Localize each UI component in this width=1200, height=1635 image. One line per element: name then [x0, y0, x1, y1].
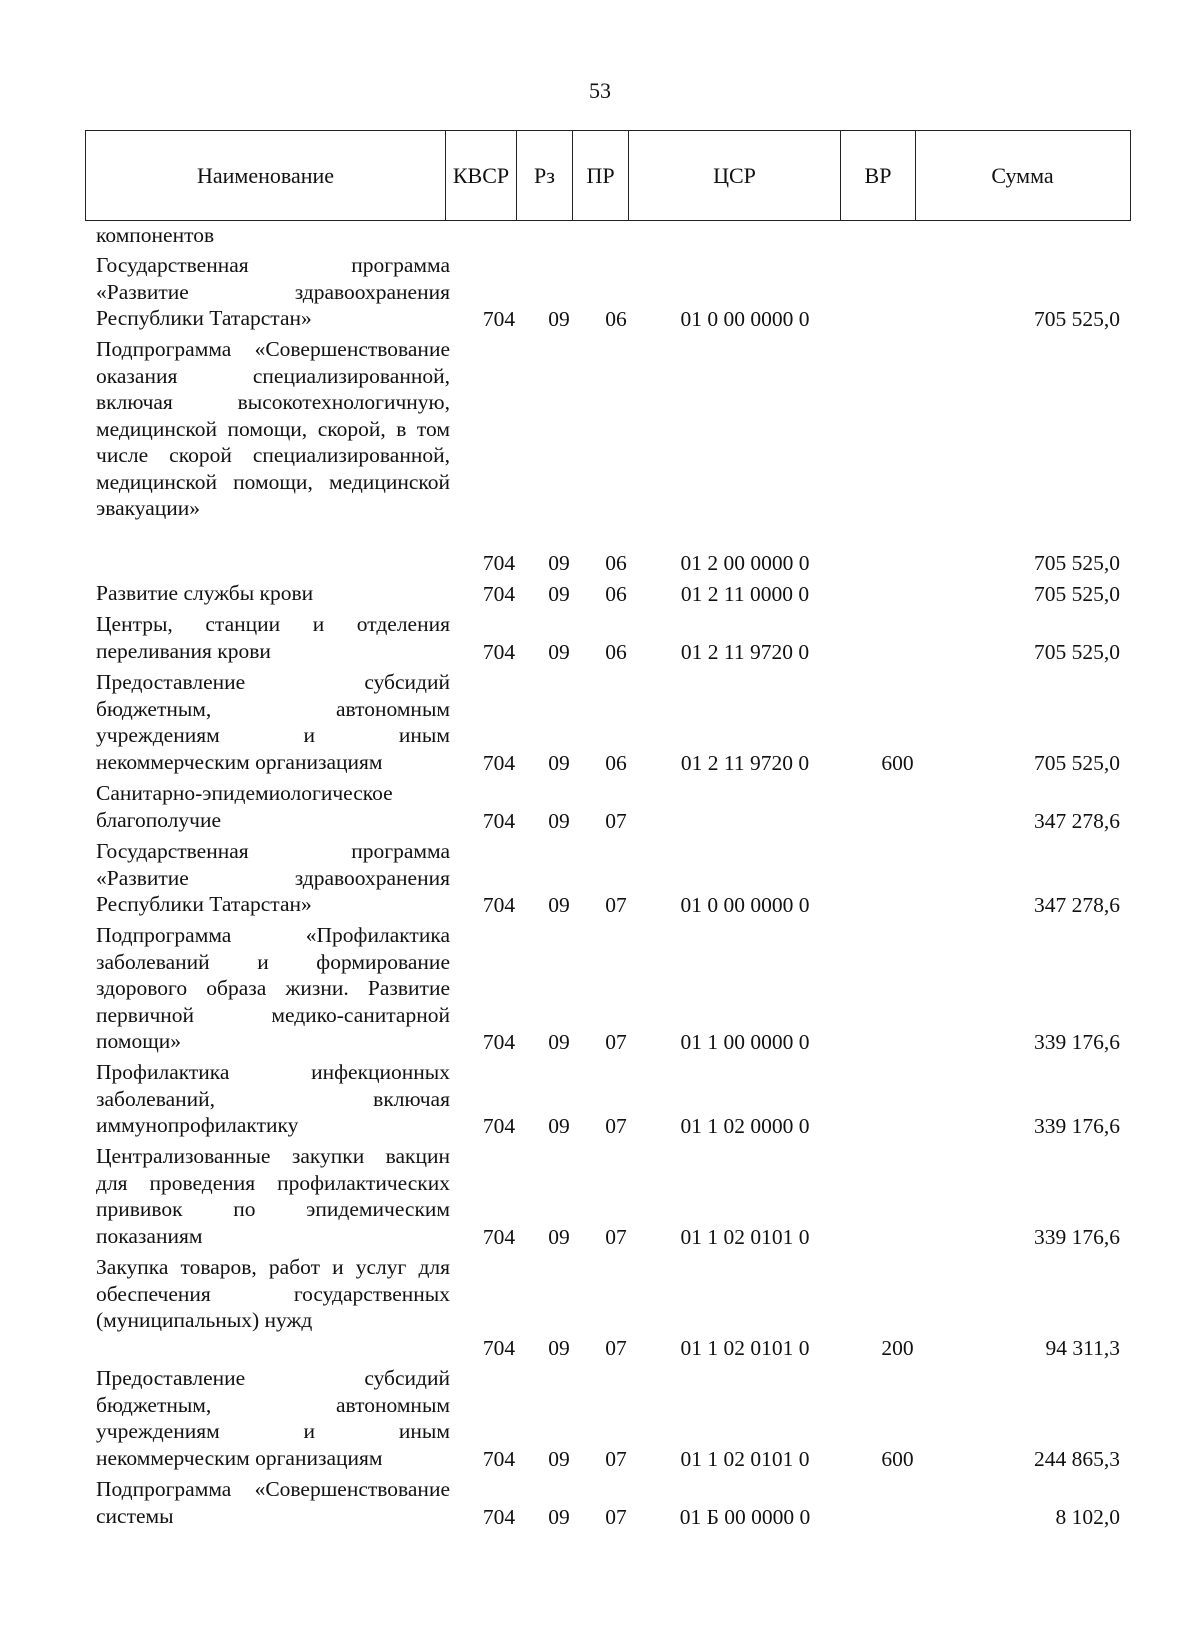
row-name: Развитие службы крови	[96, 581, 314, 605]
column-header-pr: ПР	[573, 131, 629, 220]
row-rz: 09	[548, 1224, 570, 1249]
row-kvsr: 704	[482, 750, 516, 775]
row-kvsr: 704	[482, 892, 516, 917]
row-rz: 09	[548, 1335, 570, 1360]
row-kvsr: 704	[482, 306, 516, 331]
row-vr: 600	[881, 750, 914, 775]
row-rz: 09	[548, 581, 570, 606]
row-kvsr: 704	[482, 1335, 516, 1360]
table-header	[85, 130, 1131, 221]
table-row	[0, 611, 1200, 665]
row-rz: 09	[548, 750, 570, 775]
row-kvsr: 704	[482, 581, 516, 606]
table-row	[0, 1476, 1200, 1530]
row-sum: 705 525,0	[1034, 550, 1120, 575]
row-name: Профилактика инфекционных заболеваний, включая иммунопрофилактику	[96, 1060, 450, 1137]
row-rz: 09	[548, 306, 570, 331]
row-rz: 09	[548, 1504, 570, 1529]
table-row	[0, 1365, 1200, 1472]
row-name: Санитарно-эпидемиологическое благополучие	[96, 781, 393, 832]
row-name: Государственная программа «Развитие здравоохранения Республики Татарстан»	[96, 839, 450, 916]
row-pr: 06	[605, 750, 627, 775]
row-pr: 06	[605, 550, 627, 575]
row-csr: 01 0 00 0000 0	[680, 892, 810, 917]
row-sum: 705 525,0	[1034, 581, 1120, 606]
row-pr: 06	[605, 639, 627, 664]
row-csr: 01 0 00 0000 0	[680, 306, 810, 331]
row-csr: 01 2 11 9720 0	[680, 750, 810, 775]
row-csr: 01 2 11 0000 0	[680, 581, 810, 606]
row-csr: 01 1 02 0101 0	[680, 1335, 810, 1360]
row-pr: 07	[605, 1446, 627, 1471]
page-number: 53	[589, 78, 611, 103]
row-csr: 01 2 11 9720 0	[680, 639, 810, 664]
row-vr: 600	[881, 1446, 914, 1471]
row-kvsr: 704	[482, 1504, 516, 1529]
row-rz: 09	[548, 550, 570, 575]
row-csr: 01 Б 00 0000 0	[679, 1504, 811, 1529]
row-rz: 09	[548, 1446, 570, 1471]
column-header-sum: Сумма	[991, 162, 1054, 188]
row-kvsr: 704	[482, 550, 516, 575]
row-sum: 244 865,3	[1034, 1446, 1120, 1471]
row-name: Централизованные закупки вакцин для проведения профилактических прививок по эпидемическим показаниям	[96, 1144, 450, 1248]
table-row	[0, 252, 1200, 332]
table-row	[0, 580, 1200, 607]
row-name: Предоставление субсидий бюджетным, автономным учреждениям и иным некоммерческим организациям	[96, 1366, 450, 1470]
table-row	[0, 922, 1200, 1055]
row-kvsr: 704	[482, 639, 516, 664]
row-sum: 705 525,0	[1034, 639, 1120, 664]
row-pr: 07	[605, 1113, 627, 1138]
column-header-rz: Рз	[517, 131, 573, 220]
row-name: Подпрограмма «Профилактика заболеваний и формирование здорового образа жизни. Развитие первичной медико-санитарной помощи»	[96, 923, 450, 1053]
row-sum: 705 525,0	[1034, 750, 1120, 775]
row-name: Центры, станции и отделения переливания крови	[96, 612, 450, 663]
row-pr: 07	[605, 808, 627, 833]
row-rz: 09	[548, 1113, 570, 1138]
row-sum: 339 176,6	[1034, 1113, 1120, 1138]
row-csr: 01 1 02 0000 0	[680, 1113, 810, 1138]
row-name: Подпрограмма «Совершенствование оказания специализированной, включая высокотехнологичную, медицинской помощи, скорой, в том числе скорой специализированной, медицинской помощи, медицинской эвакуации»	[96, 337, 450, 520]
row-sum: 94 311,3	[1045, 1335, 1120, 1360]
column-header-csr: ЦСР	[629, 131, 841, 220]
row-rz: 09	[548, 808, 570, 833]
row-sum: 347 278,6	[1034, 892, 1120, 917]
row-csr: 01 1 00 0000 0	[680, 1029, 810, 1054]
row-csr: 01 1 02 0101 0	[680, 1224, 810, 1249]
row-csr: 01 2 00 0000 0	[680, 550, 810, 575]
row-pr: 06	[605, 581, 627, 606]
row-sum: 705 525,0	[1034, 306, 1120, 331]
row-kvsr: 704	[482, 808, 516, 833]
row-kvsr: 704	[482, 1029, 516, 1054]
row-sum: 347 278,6	[1034, 808, 1120, 833]
row-pr: 07	[605, 1335, 627, 1360]
row-rz: 09	[548, 639, 570, 664]
table-row	[0, 1059, 1200, 1139]
row-vr: 200	[881, 1335, 914, 1360]
row-name: компонентов	[96, 223, 215, 247]
row-name: Предоставление субсидий бюджетным, автономным учреждениям и иным некоммерческим организациям	[96, 670, 450, 774]
table-row	[0, 336, 1200, 576]
column-header-kvsr: КВСР	[446, 131, 517, 220]
row-kvsr: 704	[482, 1446, 516, 1471]
column-header-name: Наименование	[86, 131, 446, 220]
row-sum: 339 176,6	[1034, 1224, 1120, 1249]
row-pr: 07	[605, 1029, 627, 1054]
table-row	[0, 1254, 1200, 1361]
table-row	[0, 780, 1200, 834]
row-pr: 06	[605, 306, 627, 331]
table-row	[0, 222, 1200, 248]
row-pr: 07	[605, 892, 627, 917]
row-rz: 09	[548, 892, 570, 917]
row-sum: 339 176,6	[1034, 1029, 1120, 1054]
column-header-vr: ВР	[841, 131, 916, 220]
row-pr: 07	[605, 1504, 627, 1529]
row-kvsr: 704	[482, 1113, 516, 1138]
row-kvsr: 704	[482, 1224, 516, 1249]
row-name: Закупка товаров, работ и услуг для обеспечения государственных (муниципальных) нужд	[96, 1255, 450, 1332]
table-row	[0, 1143, 1200, 1250]
row-name: Подпрограмма «Совершенствование системы	[96, 1477, 450, 1528]
row-sum: 8 102,0	[1055, 1504, 1120, 1529]
table-row	[0, 838, 1200, 918]
row-csr: 01 1 02 0101 0	[680, 1446, 810, 1471]
row-name: Государственная программа «Развитие здравоохранения Республики Татарстан»	[96, 253, 450, 330]
table-row	[0, 669, 1200, 776]
row-rz: 09	[548, 1029, 570, 1054]
row-pr: 07	[605, 1224, 627, 1249]
